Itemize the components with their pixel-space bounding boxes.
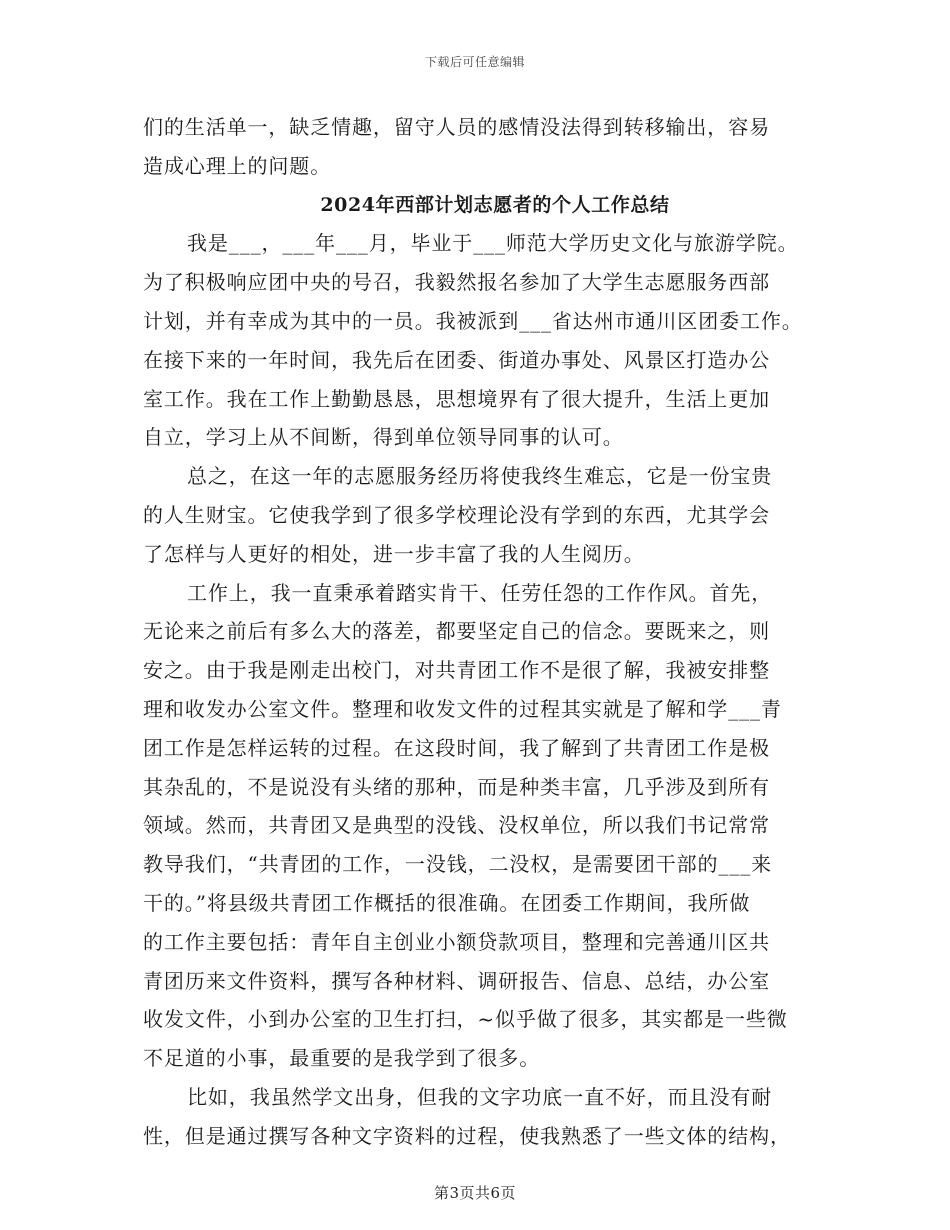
paragraph-line: 造成心理上的问题。 <box>143 153 332 178</box>
paragraph-line: 计划，并有幸成为其中的一员。我被派到___省达州市通川区团委工作。 <box>143 308 803 333</box>
paragraph-line: 不足道的小事，最重要的是我学到了很多。 <box>143 1046 541 1071</box>
paragraph-line: 的工作主要包括：青年自主创业小额贷款项目，整理和完善通川区共 <box>143 929 770 954</box>
page-header: 下载后可任意编辑 <box>424 55 525 69</box>
paragraph-line: 在接下来的一年时间，我先后在团委、街道办事处、风景区打造办公 <box>143 347 770 372</box>
paragraph-line: 收发文件，小到办公室的卫生打扫，~似乎做了很多，其实都是一些微 <box>143 1007 788 1032</box>
paragraph-line: 们的生活单一，缺乏情趣，留守人员的感情没法得到转移输出，容易 <box>143 115 770 139</box>
paragraph-line: 了怎样与人更好的相处，进一步丰富了我的人生阅历。 <box>143 541 645 566</box>
paragraph-line: 其杂乱的，不是说没有头绪的那种，而是种类丰富，几乎涉及到所有 <box>143 774 770 799</box>
paragraph-line: 为了积极响应团中央的号召，我毅然报名参加了大学生志愿服务西部 <box>143 270 770 295</box>
paragraph-line: 比如，我虽然学文出身，但我的文字功底一直不好，而且没有耐 <box>187 1084 773 1109</box>
paragraph-line: 工作上，我一直秉承着踏实肯干、任劳任怨的工作作风。首先， <box>187 580 773 605</box>
paragraph-line: 安之。由于我是刚走出校门，对共青团工作不是很了解，我被安排整 <box>143 658 770 683</box>
paragraph-line: 团工作是怎样运转的过程。在这段时间，我了解到了共青团工作是极 <box>143 735 770 760</box>
paragraph-line: 我是___，___年___月，毕业于___师范大学历史文化与旅游学院。 <box>187 231 799 256</box>
paragraph-line: 无论来之前后有多么大的落差，都要坚定自己的信念。要既来之，则 <box>143 619 770 644</box>
paragraph-line: 领域。然而，共青团又是典型的没钱、没权单位，所以我们书记常常 <box>143 813 770 838</box>
paragraph-line: 干的。”将县级共青团工作概括的很准确。在团委工作期间，我所做 <box>143 890 751 915</box>
paragraph-line: 性，但是通过撰写各种文字资料的过程，使我熟悉了一些文体的结构， <box>143 1123 791 1148</box>
page-footer: 第3页共6页 <box>433 1184 517 1202</box>
paragraph-line: 总之，在这一年的志愿服务经历将使我终生难忘，它是一份宝贵 <box>187 464 773 489</box>
paragraph-line: 的人生财宝。它使我学到了很多学校理论没有学到的东西，尤其学会 <box>143 502 770 527</box>
section-title: 2024年西部计划志愿者的个人工作总结 <box>320 193 670 216</box>
paragraph-line: 室工作。我在工作上勤勤恳恳，思想境界有了很大提升，生活上更加 <box>143 386 770 411</box>
paragraph-line: 教导我们，“共青团的工作，一没钱，二没权，是需要团干部的___来 <box>143 852 773 877</box>
paragraph-line: 理和收发办公室文件。整理和收发文件的过程其实就是了解和学___青 <box>143 696 782 721</box>
paragraph-line: 青团历来文件资料，撰写各种材料、调研报告、信息、总结，办公室 <box>143 968 770 993</box>
document-body <box>143 108 815 1156</box>
paragraph-line: 自立，学习上从不间断，得到单位领导同事的认可。 <box>143 425 624 450</box>
